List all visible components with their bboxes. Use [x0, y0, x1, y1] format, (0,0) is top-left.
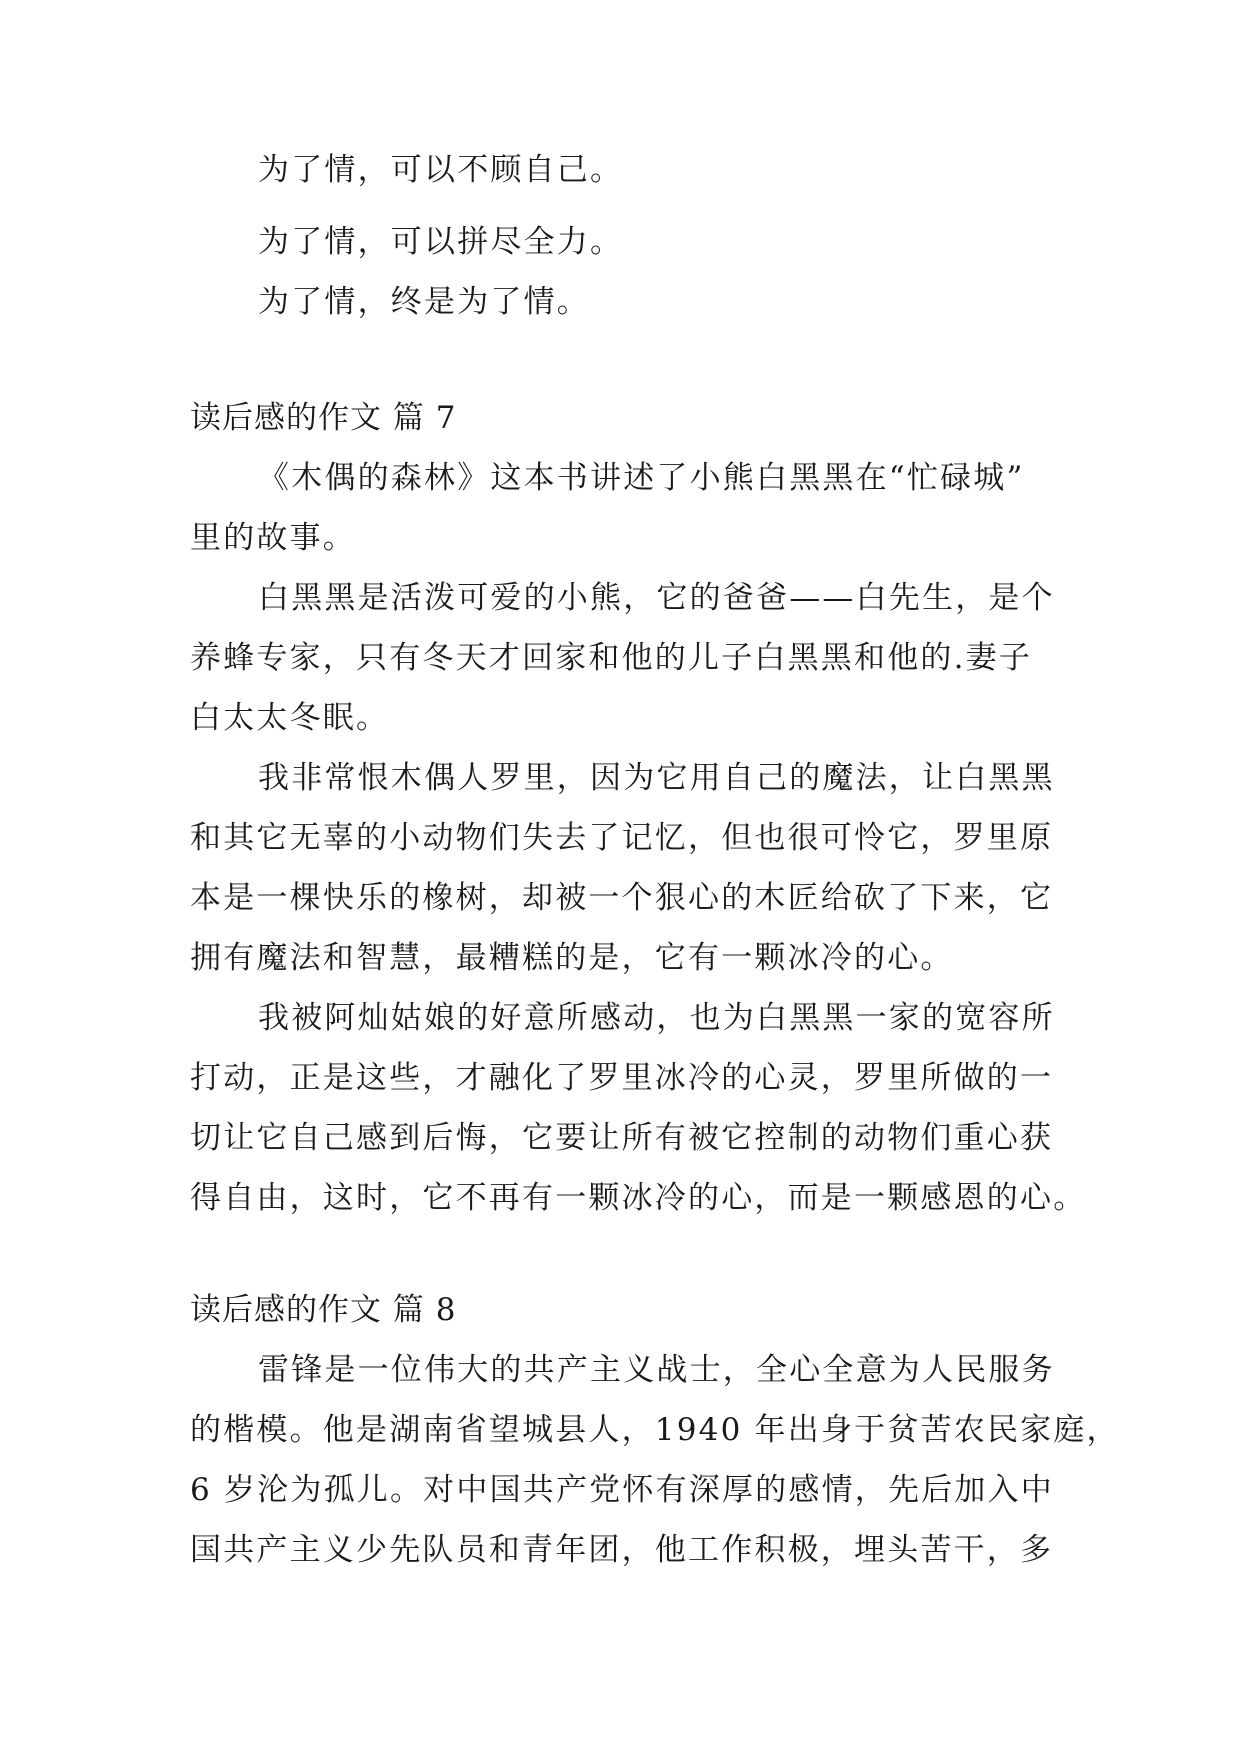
paragraph-line: 国共产主义少先队员和青年团，他工作积极，埋头苦干，多 — [190, 1532, 1054, 1568]
paragraph-line: 切让它自己感到后悔，它要让所有被它控制的动物们重心获 — [190, 1120, 1054, 1156]
paragraph-line: 白黑黑是活泼可爱的小熊，它的爸爸——白先生，是个 — [258, 580, 1055, 616]
poem-line: 为了情，可以拼尽全力。 — [258, 224, 624, 260]
poem-line: 为了情，终是为了情。 — [258, 284, 590, 320]
section-heading: 读后感的作文 篇 7 — [190, 400, 457, 436]
paragraph-line: 得自由，这时，它不再有一颗冰冷的心，而是一颗感恩的心。 — [190, 1180, 1087, 1216]
poem-line: 为了情，可以不顾自己。 — [258, 152, 624, 188]
section-heading: 读后感的作文 篇 8 — [190, 1292, 457, 1328]
paragraph-line: 和其它无辜的小动物们失去了记忆，但也很可怜它，罗里原 — [190, 820, 1054, 856]
paragraph-line: 我被阿灿姑娘的好意所感动，也为白黑黑一家的宽容所 — [258, 1000, 1055, 1036]
paragraph-line: 打动，正是这些，才融化了罗里冰冷的心灵，罗里所做的一 — [190, 1060, 1054, 1096]
paragraph-line: 我非常恨木偶人罗里，因为它用自己的魔法，让白黑黑 — [258, 760, 1055, 796]
paragraph-line: 白太太冬眠。 — [190, 700, 390, 736]
paragraph-line: 里的故事。 — [190, 520, 356, 556]
paragraph-line: 雷锋是一位伟大的共产主义战士，全心全意为人民服务 — [258, 1352, 1055, 1388]
paragraph-line: 6 岁沦为孤儿。对中国共产党怀有深厚的感情，先后加入中 — [190, 1472, 1054, 1508]
paragraph-line: 养蜂专家，只有冬天才回家和他的儿子白黑黑和他的.妻子 — [190, 640, 1033, 676]
paragraph-line: 拥有魔法和智慧，最糟糕的是，它有一颗冰冷的心。 — [190, 940, 954, 976]
paragraph-line: 本是一棵快乐的橡树，却被一个狠心的木匠给砍了下来，它 — [190, 880, 1054, 916]
paragraph-line: 的楷模。他是湖南省望城县人，1940 年出身于贫苦农民家庭， — [190, 1412, 1120, 1448]
paragraph-line: 《木偶的森林》这本书讲述了小熊白黑黑在“忙碌城” — [258, 460, 1025, 496]
